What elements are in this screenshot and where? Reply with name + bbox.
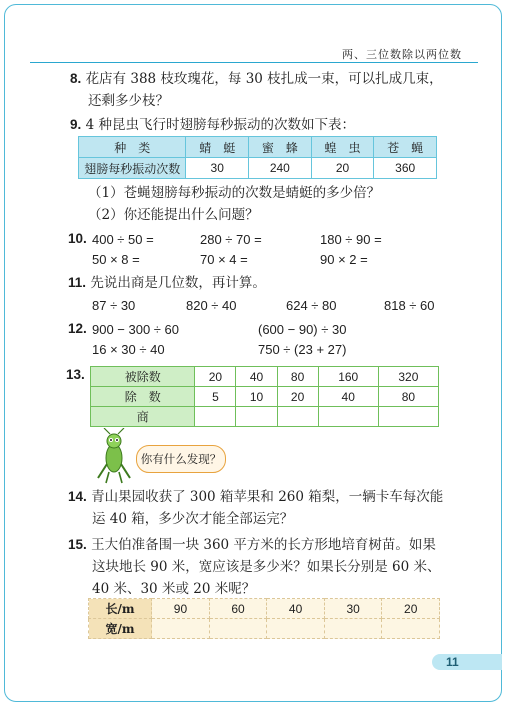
question-number: 9.: [70, 117, 82, 132]
table-row: [79, 158, 437, 179]
rectangle-dimensions-table: [88, 598, 440, 639]
page-number: 11: [446, 655, 459, 669]
equation: 50 × 8 =: [92, 252, 140, 267]
row-label: 长/m: [89, 599, 152, 619]
table-cell: 20: [195, 367, 236, 387]
expression: 750 ÷ (23 + 27): [258, 342, 347, 357]
grasshopper-mascot-icon: [92, 428, 138, 484]
equation: 180 ÷ 90 =: [320, 232, 382, 247]
table-header-row: [79, 137, 437, 158]
table-cell: 80: [277, 367, 318, 387]
sub-question: （2）你还能提出什么问题？: [88, 207, 259, 223]
expression: 87 ÷ 30: [92, 298, 136, 313]
question-text: 还剩多少枝？: [88, 93, 169, 109]
question-15: [68, 534, 441, 600]
table-cell: 320: [378, 367, 438, 387]
header-cell: 蜜 蜂: [249, 137, 312, 158]
table-cell: 30: [186, 158, 249, 179]
table-cell: 240: [249, 158, 312, 179]
answer-cell[interactable]: [195, 407, 236, 427]
table-row: [91, 367, 439, 387]
row-label: 除 数: [91, 387, 195, 407]
division-table: [90, 366, 439, 427]
header-divider: [30, 62, 478, 63]
expression: 818 ÷ 60: [384, 298, 435, 313]
question-text: 青山果园收获了 300 箱苹果和 260 箱梨，一辆卡车每次能: [91, 489, 444, 505]
table-cell: 40: [236, 367, 277, 387]
question-9-sub: [88, 182, 380, 226]
question-text: 运 40 箱，多少次才能全部运完？: [92, 511, 294, 527]
expression: 624 ÷ 80: [286, 298, 337, 313]
question-text: 这块地长 90 米，宽应该是多少米？如果长分别是 60 米、: [92, 559, 441, 575]
expression: (600 − 90) ÷ 30: [258, 322, 347, 337]
insect-wing-table: [78, 136, 437, 179]
table-cell: 60: [209, 599, 267, 619]
header-cell: 种 类: [79, 137, 186, 158]
question-number: 10.: [68, 231, 87, 246]
row-label: 翅膀每秒振动次数: [79, 158, 186, 179]
question-text: 先说出商是几位数，再计算。: [90, 275, 266, 291]
question-text: 40 米、30 米或 20 米呢？: [92, 581, 256, 597]
answer-cell[interactable]: [324, 619, 382, 639]
expression: 16 × 30 ÷ 40: [92, 342, 165, 357]
answer-cell[interactable]: [152, 619, 210, 639]
question-text: 王大伯准备围一块 360 平方米的长方形地培育树苗。如果: [91, 537, 436, 553]
table-cell: 40: [267, 599, 325, 619]
question-text: 花店有 388 枝玫瑰花，每 30 枝扎成一束，可以扎成几束，: [85, 71, 443, 87]
table-row: [89, 619, 440, 639]
answer-cell[interactable]: [236, 407, 277, 427]
header-cell: 蜻 蜓: [186, 137, 249, 158]
question-number: 12.: [68, 321, 87, 336]
expression: 900 − 300 ÷ 60: [92, 322, 180, 337]
table-cell: 20: [277, 387, 318, 407]
chapter-header: 两、三位数除以两位数: [342, 48, 462, 61]
equation: 70 × 4 =: [200, 252, 248, 267]
question-number: 11.: [68, 275, 87, 290]
table-cell: 10: [236, 387, 277, 407]
question-number: 14.: [68, 489, 87, 504]
question-number: 15.: [68, 537, 87, 552]
table-cell: 20: [311, 158, 374, 179]
answer-cell[interactable]: [267, 619, 325, 639]
header-cell: 苍 蝇: [374, 137, 437, 158]
question-number: 13.: [66, 367, 85, 382]
table-cell: 90: [152, 599, 210, 619]
expression: 820 ÷ 40: [186, 298, 237, 313]
answer-cell[interactable]: [277, 407, 318, 427]
row-label: 商: [91, 407, 195, 427]
table-cell: 40: [318, 387, 378, 407]
question-number: 8.: [70, 71, 82, 86]
table-cell: 160: [318, 367, 378, 387]
table-cell: 20: [382, 599, 440, 619]
question-9: [70, 114, 355, 136]
equation: 280 ÷ 70 =: [200, 232, 262, 247]
question-14: [68, 486, 443, 530]
header-cell: 蝗 虫: [311, 137, 374, 158]
answer-cell[interactable]: [209, 619, 267, 639]
question-8: [70, 68, 443, 112]
speech-bubble: 你有什么发现？: [136, 445, 226, 473]
equation: 90 × 2 =: [320, 252, 368, 267]
sub-question: （1）苍蝇翅膀每秒振动的次数是蜻蜓的多少倍？: [88, 185, 381, 201]
table-cell: 360: [374, 158, 437, 179]
row-label: 宽/m: [89, 619, 152, 639]
table-row: [89, 599, 440, 619]
answer-cell[interactable]: [382, 619, 440, 639]
question-text: 4 种昆虫飞行时翅膀每秒振动的次数如下表：: [85, 117, 355, 133]
page-number-bar: [432, 654, 502, 670]
question-11: [68, 272, 266, 294]
table-cell: 80: [378, 387, 438, 407]
row-label: 被除数: [91, 367, 195, 387]
answer-cell[interactable]: [378, 407, 438, 427]
equation: 400 ÷ 50 =: [92, 232, 154, 247]
table-cell: 30: [324, 599, 382, 619]
table-row: [91, 387, 439, 407]
table-row: [91, 407, 439, 427]
answer-cell[interactable]: [318, 407, 378, 427]
table-cell: 5: [195, 387, 236, 407]
